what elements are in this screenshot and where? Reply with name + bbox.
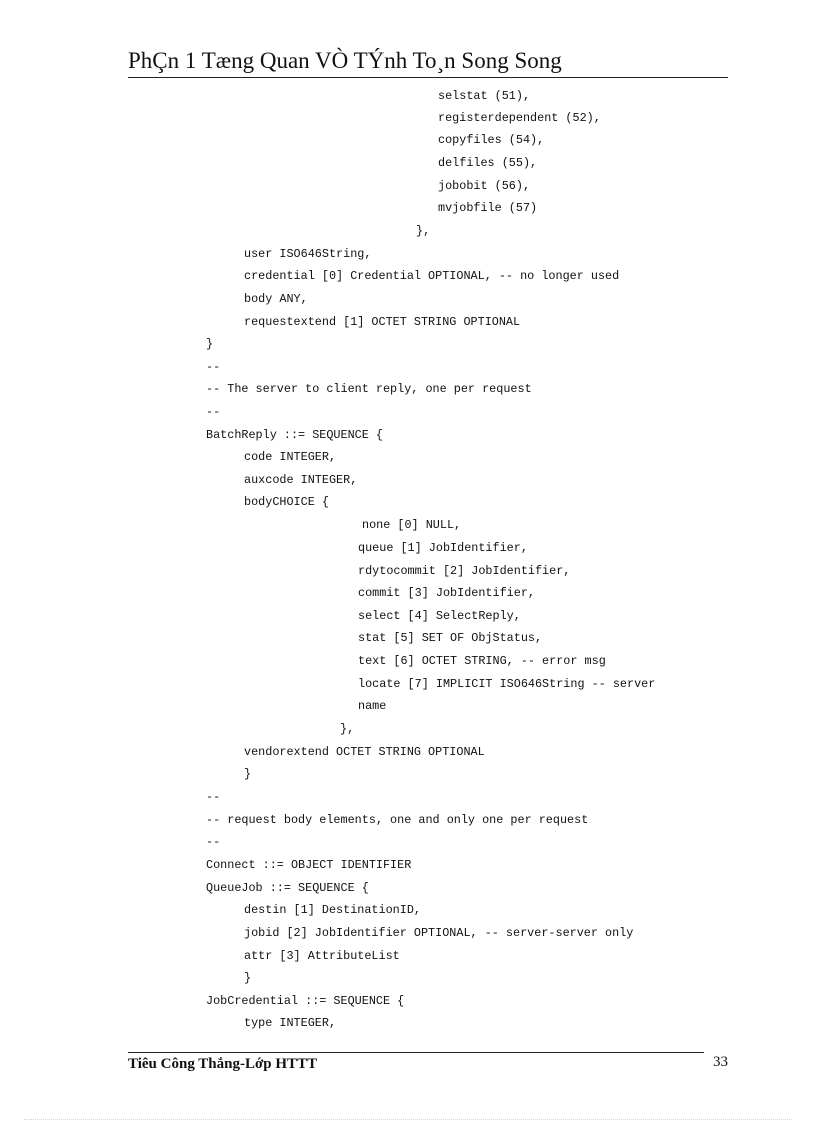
page-header-title: PhÇn 1 Tæng Quan VÒ TÝnh To¸n Song Song [128, 48, 562, 73]
code-line: -- [206, 790, 221, 804]
code-line: copyfiles (54), [438, 133, 545, 147]
code-line: registerdependent (52), [438, 111, 601, 125]
code-line: destin [1] DestinationID, [244, 903, 421, 917]
code-line: -- The server to client reply, one per request [206, 382, 532, 396]
code-line: QueueJob ::= SEQUENCE { [206, 881, 369, 895]
code-line: } [244, 767, 252, 781]
code-line: jobid [2] JobIdentifier OPTIONAL, -- server-server only [244, 926, 634, 940]
code-line: stat [5] SET OF ObjStatus, [358, 631, 543, 645]
code-line: bodyCHOICE { [244, 495, 329, 509]
code-line: body ANY, [244, 292, 308, 306]
code-line: select [4] SelectReply, [358, 609, 521, 623]
code-line: jobobit (56), [438, 179, 531, 193]
code-line: requestextend [1] OCTET STRING OPTIONAL [244, 315, 521, 329]
code-line: selstat (51), [438, 89, 531, 103]
footer-author: Tiêu Công Thắng-Lớp HTTT [128, 1056, 318, 1072]
code-line: -- [206, 835, 221, 849]
code-line: } [206, 337, 214, 351]
code-line: }, [416, 224, 431, 238]
code-line: code INTEGER, [244, 450, 337, 464]
page-number: 33 [713, 1054, 728, 1070]
code-line: name [358, 699, 387, 713]
code-line: rdytocommit [2] JobIdentifier, [358, 564, 571, 578]
page-bottom-edge [24, 1119, 792, 1120]
code-line: mvjobfile (57) [438, 201, 538, 215]
code-line: auxcode INTEGER, [244, 473, 358, 487]
code-line: credential [0] Credential OPTIONAL, -- no longer used [244, 269, 620, 283]
code-line: commit [3] JobIdentifier, [358, 586, 535, 600]
code-line: type INTEGER, [244, 1016, 337, 1030]
code-line: text [6] OCTET STRING, -- error msg [358, 654, 606, 668]
code-line: JobCredential ::= SEQUENCE { [206, 994, 405, 1008]
code-line: -- request body elements, one and only one per request [206, 813, 589, 827]
code-line: attr [3] AttributeList [244, 949, 400, 963]
code-line: -- [206, 405, 221, 419]
code-line: -- [206, 360, 221, 374]
code-line: BatchReply ::= SEQUENCE { [206, 428, 383, 442]
code-line: Connect ::= OBJECT IDENTIFIER [206, 858, 412, 872]
code-line: } [244, 971, 252, 985]
code-line: none [0] NULL, [362, 518, 462, 532]
code-line: locate [7] IMPLICIT ISO646String -- server [358, 677, 656, 691]
code-line: delfiles (55), [438, 156, 538, 170]
header-divider [128, 77, 728, 78]
code-line: user ISO646String, [244, 247, 372, 261]
code-line: }, [340, 722, 355, 736]
code-line: vendorextend OCTET STRING OPTIONAL [244, 745, 485, 759]
footer-divider [128, 1052, 704, 1053]
code-line: queue [1] JobIdentifier, [358, 541, 528, 555]
